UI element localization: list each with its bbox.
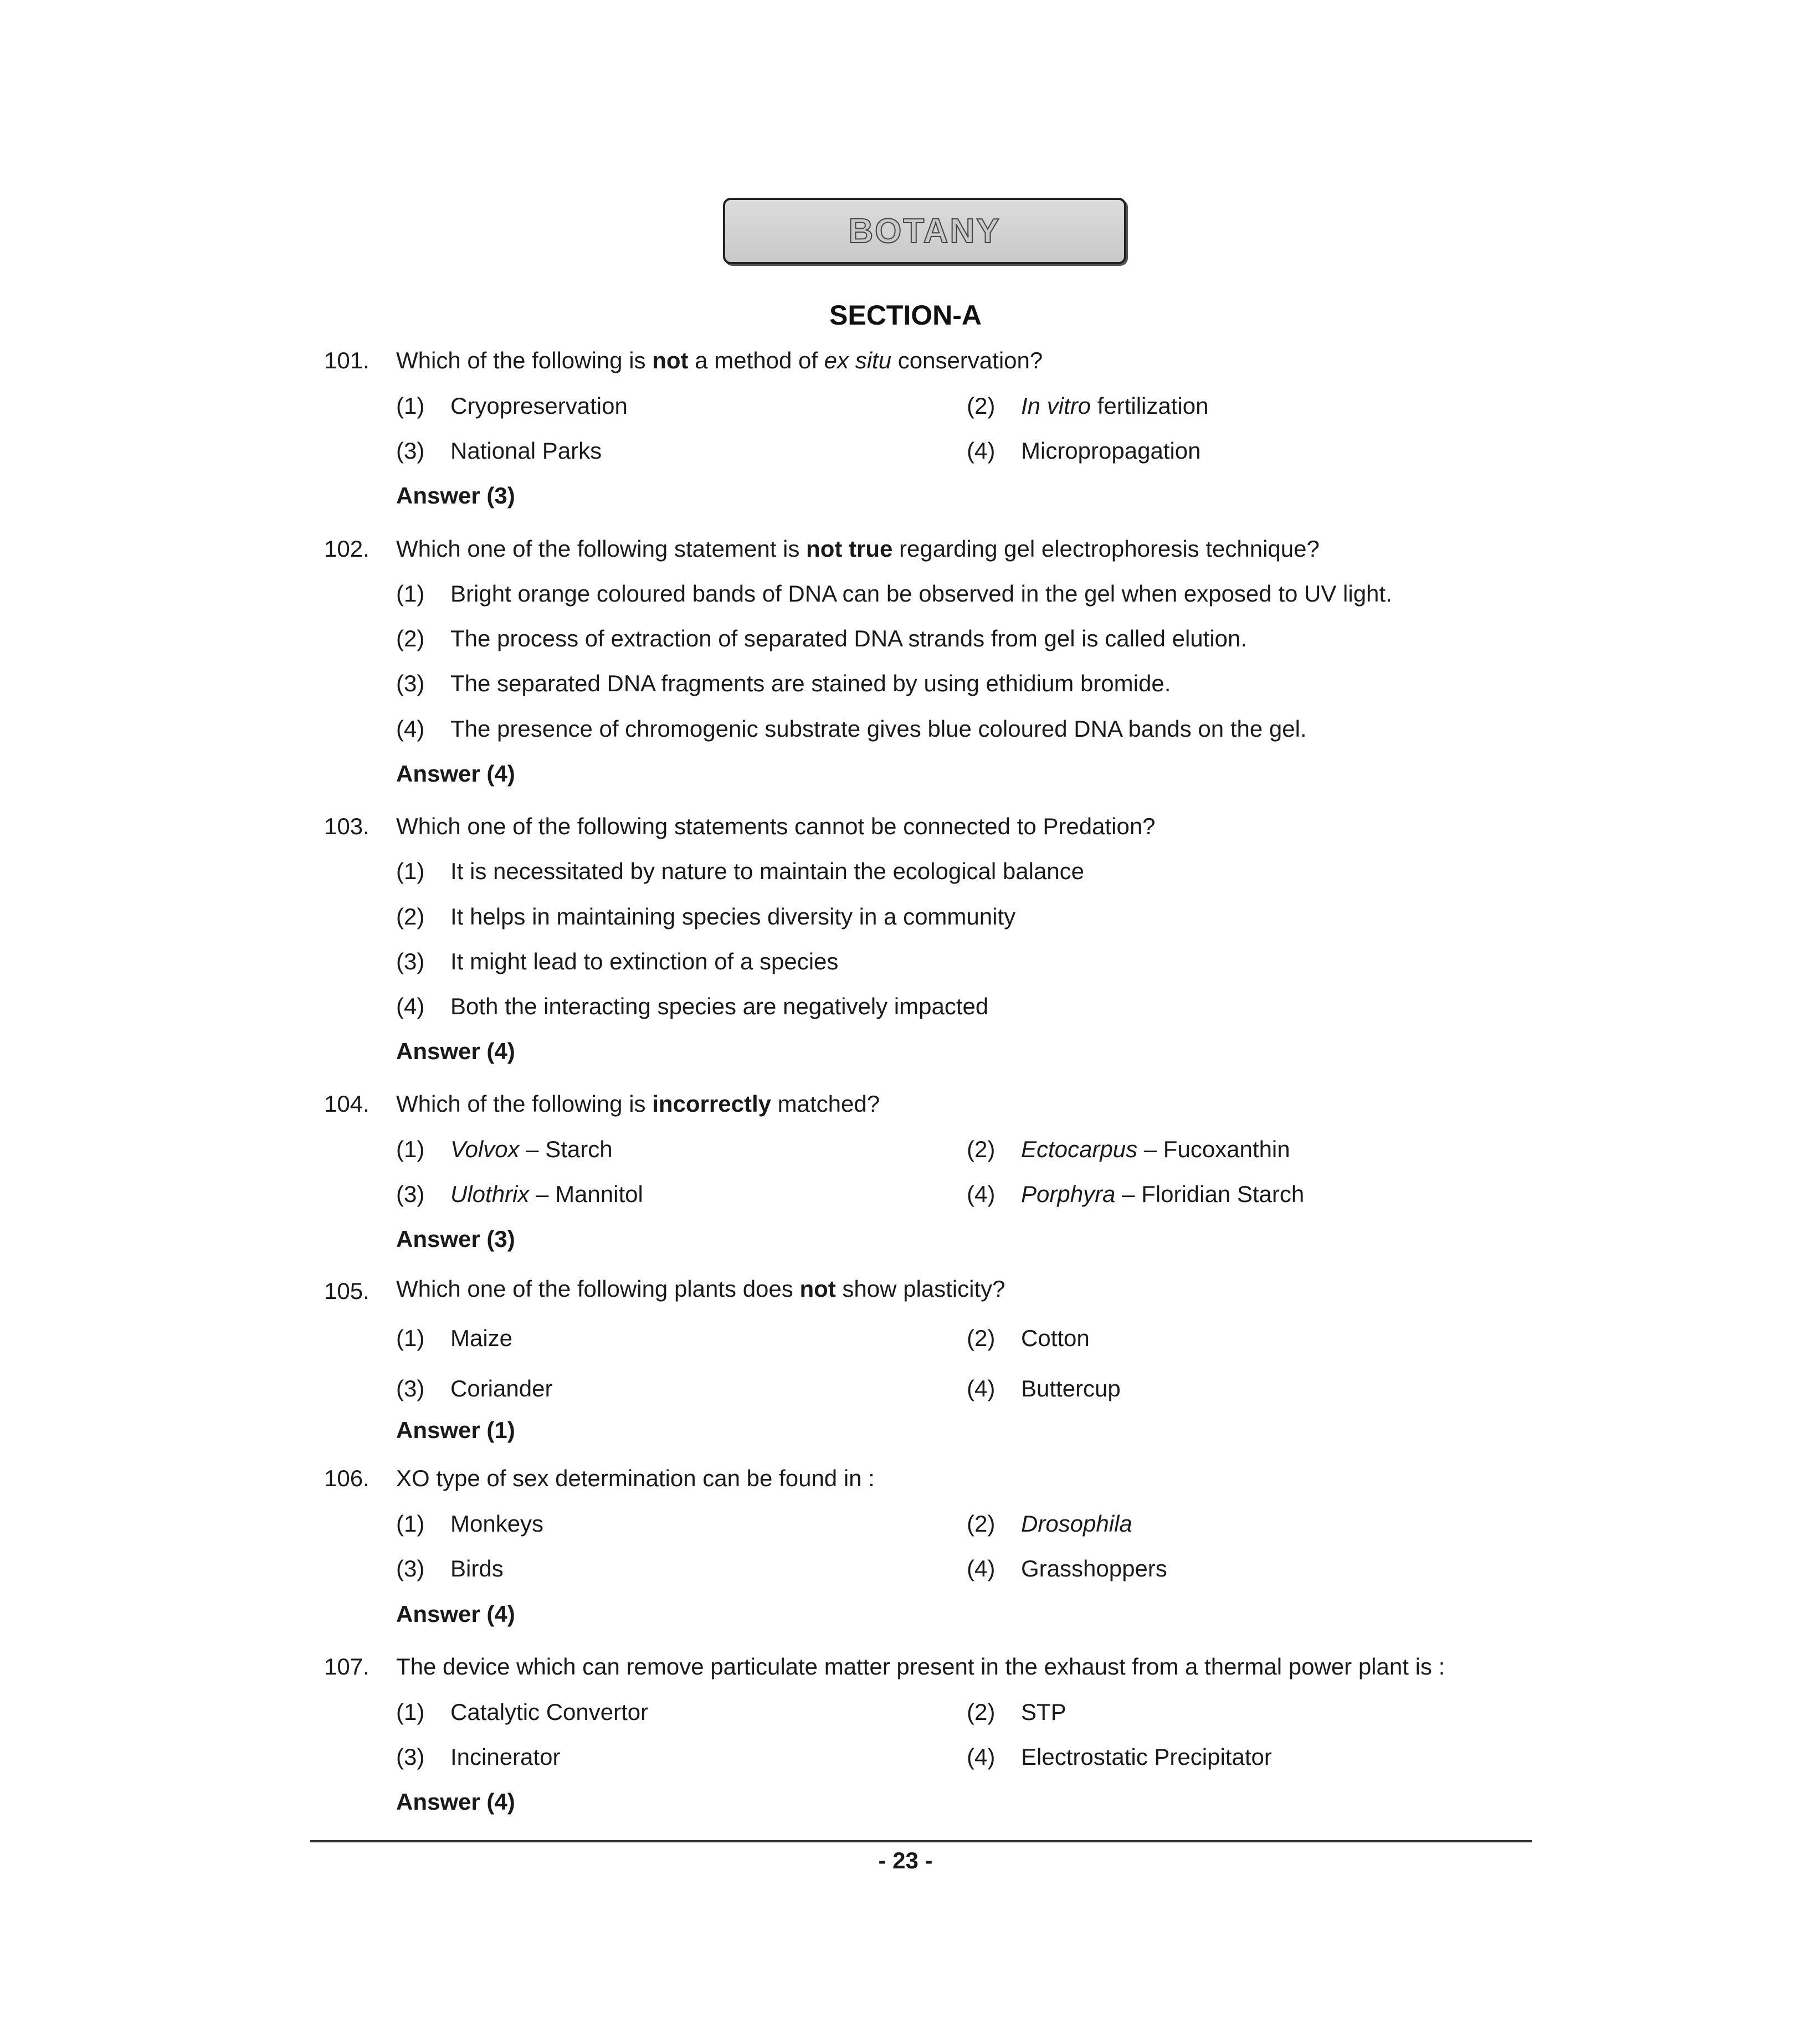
question-text: Which one of the following statement is not true regarding gel electrophoresis technique? (396, 536, 1320, 562)
option-2: (2) In vitro fertilization (967, 393, 1209, 419)
answer: Answer (4) (396, 1789, 515, 1815)
option-4: (4) Both the interacting species are negatively impacted (396, 993, 989, 1019)
question-text: Which one of the following statements cannot be connected to Predation? (396, 813, 1156, 839)
question-number: 104. (324, 1091, 370, 1117)
answer: Answer (3) (396, 1226, 515, 1252)
answer: Answer (1) (396, 1417, 515, 1443)
option-4: (4) Buttercup (967, 1375, 1121, 1401)
option-1: (1) Monkeys (396, 1511, 544, 1537)
option-3: (3) It might lead to extinction of a species (396, 948, 839, 974)
option-2: (2) Cotton (967, 1325, 1090, 1351)
section-title: SECTION-A (829, 300, 982, 331)
subject-banner (723, 198, 1126, 264)
question-number: 101. (324, 347, 370, 373)
option-1: (1) Bright orange coloured bands of DNA can be observed in the gel when exposed to UV light. (396, 581, 1392, 607)
option-1: (1) It is necessitated by nature to maintain the ecological balance (396, 858, 1085, 884)
option-4: (4) Micropropagation (967, 438, 1201, 464)
option-3: (3) National Parks (396, 438, 602, 464)
answer: Answer (4) (396, 1601, 515, 1627)
option-3: (3) Birds (396, 1555, 504, 1581)
answer: Answer (3) (396, 482, 515, 509)
option-2: (2) It helps in maintaining species diversity in a community (396, 903, 1016, 929)
option-1: (1) Catalytic Convertor (396, 1699, 649, 1725)
footer-divider (310, 1840, 1532, 1842)
question-text: Which one of the following plants does not show plasticity? (396, 1276, 1005, 1302)
option-2: (2) STP (967, 1699, 1066, 1725)
option-1: (1) Cryopreservation (396, 393, 628, 419)
question-number: 106. (324, 1465, 370, 1491)
option-3: (3) The separated DNA fragments are stained by using ethidium bromide. (396, 670, 1171, 696)
option-3: (3) Coriander (396, 1375, 553, 1401)
option-4: (4) The presence of chromogenic substrate gives blue coloured DNA bands on the gel. (396, 716, 1307, 742)
question-text: XO type of sex determination can be found in : (396, 1465, 875, 1491)
question-text: Which of the following is incorrectly matched? (396, 1091, 880, 1117)
option-3: (3) Ulothrix – Mannitol (396, 1181, 643, 1207)
question-number: 105. (324, 1278, 370, 1304)
page-number: - 23 - (878, 1847, 933, 1873)
option-2: (2) Ectocarpus – Fucoxanthin (967, 1136, 1290, 1162)
option-4: (4) Porphyra – Floridian Starch (967, 1181, 1305, 1207)
option-4: (4) Electrostatic Precipitator (967, 1744, 1272, 1770)
option-3: (3) Incinerator (396, 1744, 561, 1770)
question-text: Which of the following is not a method of ex situ conservation? (396, 347, 1043, 373)
answer: Answer (4) (396, 1038, 515, 1064)
answer: Answer (4) (396, 761, 515, 787)
question-number: 107. (324, 1653, 370, 1680)
question-number: 102. (324, 536, 370, 562)
option-4: (4) Grasshoppers (967, 1555, 1167, 1581)
option-2: (2) The process of extraction of separated DNA strands from gel is called elution. (396, 625, 1248, 651)
option-1: (1) Maize (396, 1325, 513, 1351)
question-text: The device which can remove particulate matter present in the exhaust from a thermal power plant is : (396, 1653, 1445, 1680)
subject-title: BOTANY (848, 212, 1001, 250)
option-2: (2) Drosophila (967, 1511, 1132, 1537)
option-1: (1) Volvox – Starch (396, 1136, 613, 1162)
question-number: 103. (324, 813, 370, 839)
